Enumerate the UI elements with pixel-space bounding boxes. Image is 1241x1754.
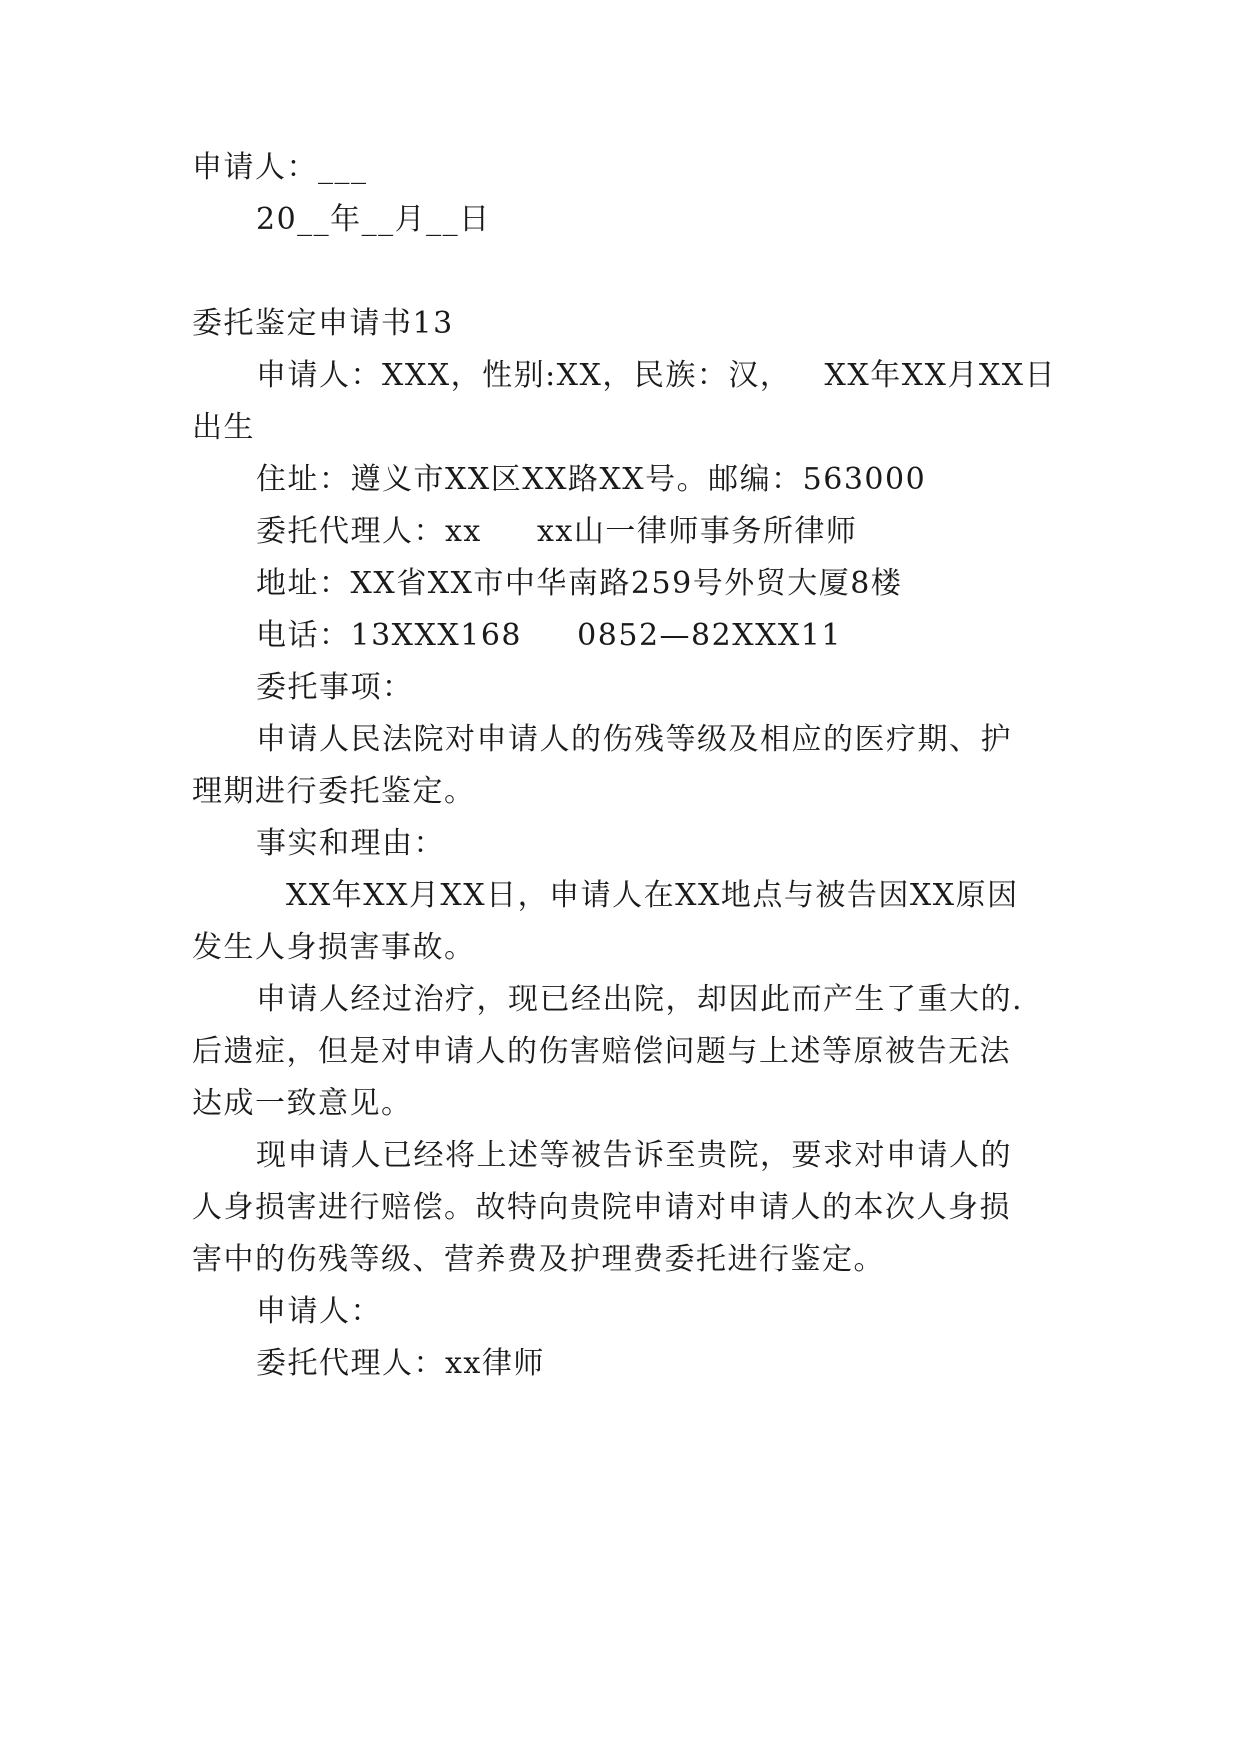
facts-paragraph-2-line-1: 申请人经过治疗，现已经出院，却因此而产生了重大的. xyxy=(256,982,1024,1017)
facts-paragraph-3-line-1: 现申请人已经将上述等被告诉至贵院，要求对申请人的 xyxy=(256,1138,1012,1173)
facts-paragraph-2-line-3: 达成一致意见。 xyxy=(192,1086,413,1121)
signature-applicant-top: 申请人：___ xyxy=(192,150,368,185)
facts-paragraph-1-line-1: XX年XX月XX日，申请人在XX地点与被告因XX原因 xyxy=(286,878,1019,913)
facts-paragraph-2-line-2: 后遗症，但是对申请人的伤害赔偿问题与上述等原被告无法 xyxy=(192,1034,1011,1069)
matters-line-1: 申请人民法院对申请人的伤残等级及相应的医疗期、护 xyxy=(256,722,1012,757)
facts-paragraph-3-line-3: 害中的伤残等级、营养费及护理费委托进行鉴定。 xyxy=(192,1242,885,1277)
document-title: 委托鉴定申请书13 xyxy=(192,306,454,341)
signature-applicant: 申请人： xyxy=(256,1294,382,1329)
facts-heading: 事实和理由： xyxy=(256,826,445,861)
agent-address: 地址：XX省XX市中华南路259号外贸大厦8楼 xyxy=(256,566,903,601)
facts-paragraph-3-line-2: 人身损害进行赔偿。故特向贵院申请对申请人的本次人身损 xyxy=(192,1190,1011,1225)
applicant-info-line-1: 申请人：XXX，性别:XX，民族：汉， XX年XX月XX日 xyxy=(256,358,1057,393)
applicant-address: 住址：遵义市XX区XX路XX号。邮编：563000 xyxy=(256,462,927,497)
agent-info: 委托代理人：xx xx山一律师事务所律师 xyxy=(256,514,858,549)
matters-heading: 委托事项： xyxy=(256,670,414,705)
matters-line-2: 理期进行委托鉴定。 xyxy=(192,774,476,809)
date-line: 20__年__月__日 xyxy=(256,202,491,237)
facts-paragraph-1-line-2: 发生人身损害事故。 xyxy=(192,930,476,965)
phone-line: 电话：13XXX168 0852—82XXX11 xyxy=(256,618,842,653)
signature-agent: 委托代理人：xx律师 xyxy=(256,1346,545,1381)
applicant-info-line-2: 出生 xyxy=(192,410,255,445)
